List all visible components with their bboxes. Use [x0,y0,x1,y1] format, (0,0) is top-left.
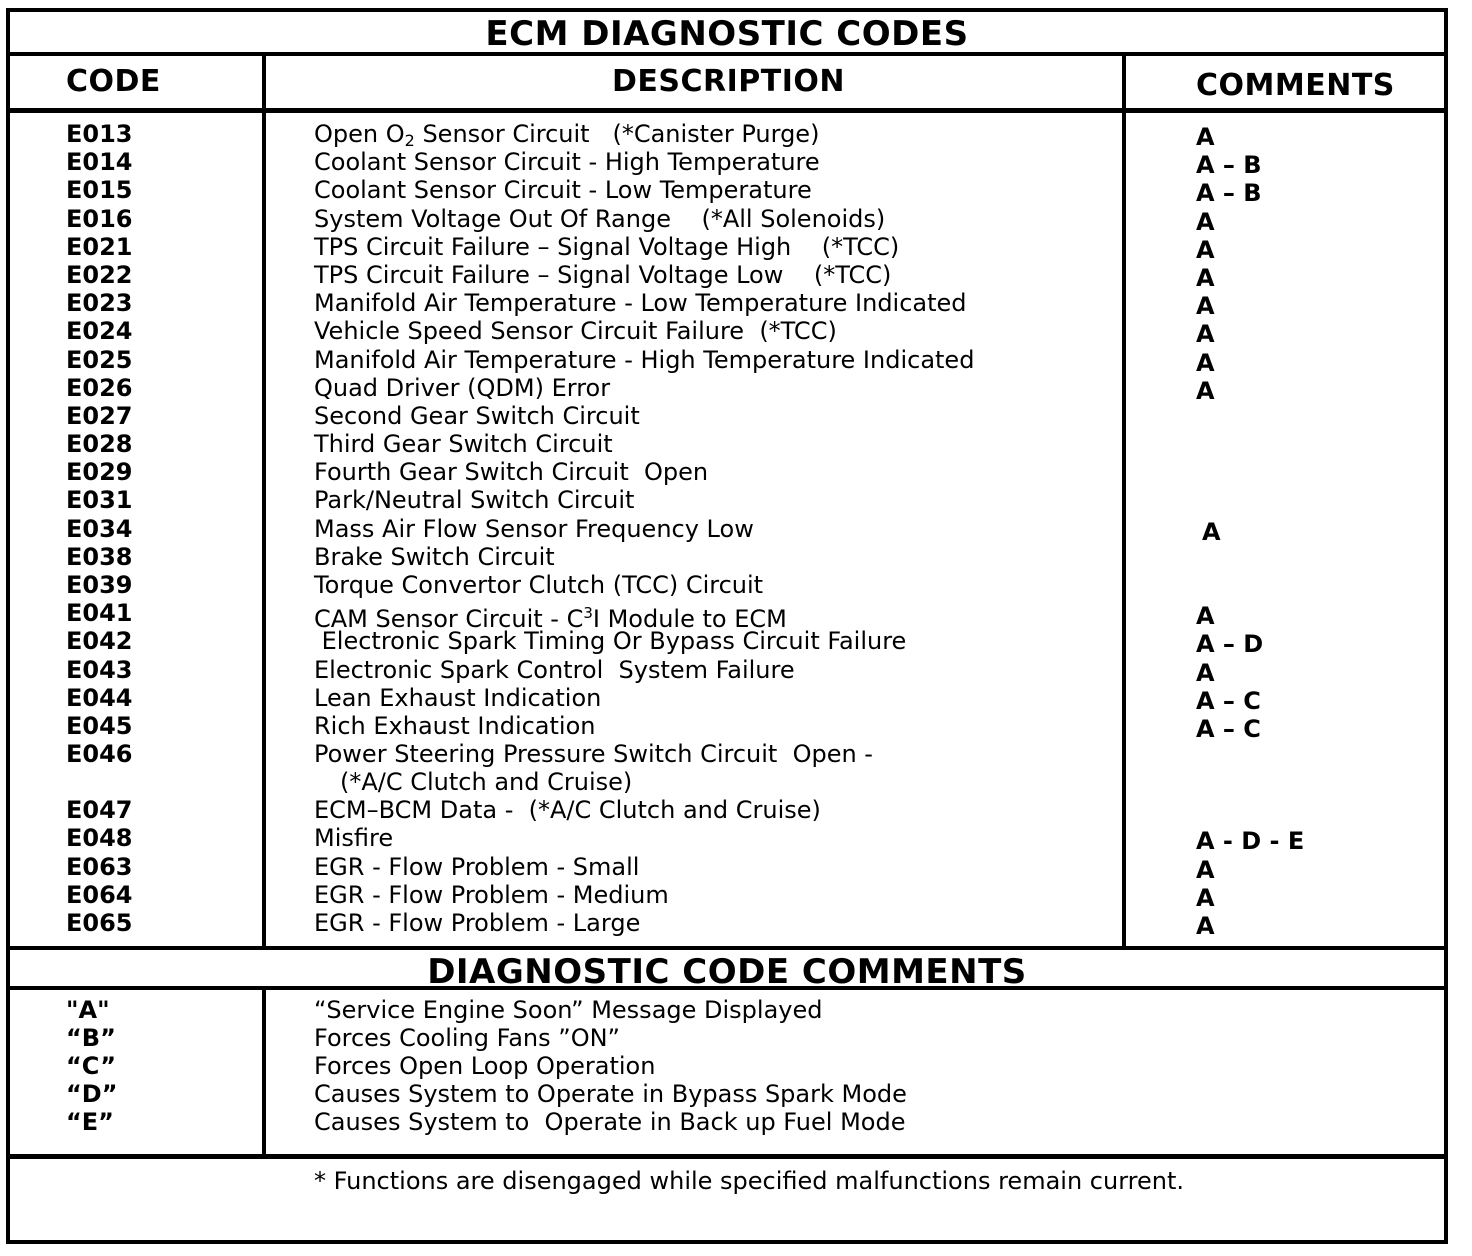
table-row [0,740,1472,796]
description-cell: Torque Convertor Clutch (TCC) Circuit [314,571,764,599]
description-cell: Lean Exhaust Indication [314,683,602,712]
comment-text: Causes System to Operate in Bypass Spark Mode [314,1080,907,1108]
table-row [0,852,1472,884]
comment-text: Forces Cooling Fans ”ON” [314,1024,620,1052]
description-cell: Second Gear Switch Circuit [314,401,640,430]
table-row [0,430,1472,458]
comment-cell: A [1196,602,1215,631]
table-row [0,514,1472,546]
description-cell: Electronic Spark Control System Failure [314,655,795,684]
code-cell: E021 [66,232,133,261]
comment-cell: A – B [1196,179,1262,208]
description-cell: Open $O_2$ Sensor Circuit (*Canister Purge) [314,120,820,150]
rule-header-bottom [6,108,1448,113]
description-cell: EGR - Flow Problem - Small [314,852,640,881]
description-cell: Fourth Gear Switch Circuit Open [314,458,709,487]
description-cell: Manifold Air Temperature - High Temperature Indicated [314,345,975,374]
table-row [0,683,1472,715]
code-cell: E042 [66,627,133,656]
table-row [0,458,1472,486]
comment-text: “Service Engine Soon” Message Displayed [314,996,823,1024]
table-row [0,880,1472,912]
description-cell: CAM Sensor Circuit - $C^3I$ Module to ECM [314,604,787,634]
description-cell: Quad Driver (QDM) Error [314,373,611,402]
description-cell: Brake Switch Circuit [314,542,555,571]
description-cell: System Voltage Out Of Range (*All Solenoids) [314,204,886,233]
table-row [0,543,1472,571]
table-row [0,260,1472,292]
table-row [0,232,1472,264]
comment-cell: A – D [1196,630,1264,659]
code-cell: E025 [66,345,133,374]
comment-cell: A [1196,376,1215,405]
header-comments: COMMENTS [1196,68,1395,103]
table-row [0,571,1472,599]
comment-row [0,996,1472,1024]
code-cell: E031 [66,486,133,515]
description-cell: Coolant Sensor Circuit - Low Temperature [314,176,812,205]
code-cell: E041 [66,599,133,628]
description-cell: ECM–BCM Data - (*A/C Clutch and Cruise) [314,796,821,825]
comment-code: “C” [66,1052,117,1080]
comment-cell: A [1196,123,1215,151]
description-cell: Vehicle Speed Sensor Circuit Failure (*TCC) [314,317,837,346]
comment-cell: A [1196,855,1215,884]
comment-cell: A [1202,517,1221,546]
table-row [0,908,1472,940]
code-table-body [0,120,1472,940]
comment-code: "A" [66,996,110,1024]
table-row [0,402,1472,430]
comment-cell: A – C [1196,714,1261,743]
header-description: DESCRIPTION [612,64,846,99]
code-cell: E047 [66,796,133,825]
table-row [0,289,1472,321]
description-cell: Mass Air Flow Sensor Frequency Low [314,514,754,543]
comments-table-body [0,996,1472,1136]
comment-cell: A [1196,658,1215,687]
code-cell: E023 [66,289,133,318]
comment-text: Forces Open Loop Operation [314,1052,656,1080]
code-cell: E022 [66,260,133,289]
description-cell: Manifold Air Temperature - Low Temperature Indicated [314,289,967,318]
comments-title: DIAGNOSTIC CODE COMMENTS [427,952,1027,992]
table-row [0,120,1472,151]
code-cell: E016 [66,204,133,233]
table-row [0,345,1472,377]
description-cell: EGR - Flow Problem - Medium [314,880,669,909]
comment-row [0,1052,1472,1080]
page-title: ECM DIAGNOSTIC CODES [485,14,969,54]
comment-row [0,1108,1472,1136]
table-row [0,486,1472,514]
comment-code: “B” [66,1024,116,1052]
code-cell: E024 [66,317,133,346]
comment-cell: A [1196,263,1215,292]
table-row [0,599,1472,634]
code-cell: E028 [66,430,133,459]
description-cell: Rich Exhaust Indication [314,711,596,740]
header-code: CODE [66,64,161,99]
table-row [0,317,1472,349]
code-cell: E014 [66,148,133,177]
code-cell: E046 [66,740,133,769]
code-cell: E027 [66,401,133,430]
code-cell: E026 [66,373,133,402]
code-cell: E044 [66,683,133,712]
footnote: * Functions are disengaged while specified malfunctions remain current. [314,1167,1184,1195]
comment-cell: A [1196,235,1215,264]
table-row [0,655,1472,687]
rule-codes-bottom [6,946,1448,950]
comment-cell: A [1196,320,1215,349]
comment-code: “E” [66,1108,114,1136]
comment-code: “D” [66,1080,118,1108]
description-cell: TPS Circuit Failure – Signal Voltage High (*TCC) [314,232,900,261]
code-cell: E048 [66,824,133,853]
code-cell: E013 [66,120,133,148]
comment-cell: A [1196,911,1215,940]
description-cell: Power Steering Pressure Switch Circuit Open - (*A/C Clutch and Cruise) [314,740,873,797]
comment-row [0,1080,1472,1108]
code-cell: E063 [66,852,133,881]
comment-cell: A – B [1196,151,1262,180]
comment-cell: A [1196,292,1215,321]
description-cell: EGR - Flow Problem - Large [314,908,641,937]
code-cell: E043 [66,655,133,684]
description-cell: TPS Circuit Failure – Signal Voltage Low (*TCC) [314,260,892,289]
code-cell: E015 [66,176,133,205]
table-row [0,627,1472,659]
table-row [0,373,1472,405]
comment-cell: A [1196,207,1215,236]
code-cell: E029 [66,458,133,487]
table-row [0,148,1472,180]
code-cell: E065 [66,908,133,937]
description-cell: Park/Neutral Switch Circuit [314,486,635,515]
code-cell: E064 [66,880,133,909]
rule-comments-bottom [6,1154,1448,1159]
comment-text: Causes System to Operate in Back up Fuel Mode [314,1108,906,1136]
comment-cell: A - D - E [1196,827,1305,856]
code-cell: E034 [66,514,133,543]
code-cell: E038 [66,542,133,571]
table-row [0,176,1472,208]
table-row [0,824,1472,856]
description-cell: Third Gear Switch Circuit [314,430,613,459]
table-row [0,711,1472,743]
table-row [0,796,1472,824]
code-cell: E045 [66,711,133,740]
description-cell: Coolant Sensor Circuit - High Temperature [314,148,820,177]
comment-cell: A [1196,348,1215,377]
table-row [0,204,1472,236]
code-cell: E039 [66,571,133,599]
comment-row [0,1024,1472,1052]
comment-cell: A [1196,883,1215,912]
description-cell: Misfire [314,824,394,853]
comment-cell: A – C [1196,686,1261,715]
description-cell: Electronic Spark Timing Or Bypass Circuit Failure [314,627,907,656]
